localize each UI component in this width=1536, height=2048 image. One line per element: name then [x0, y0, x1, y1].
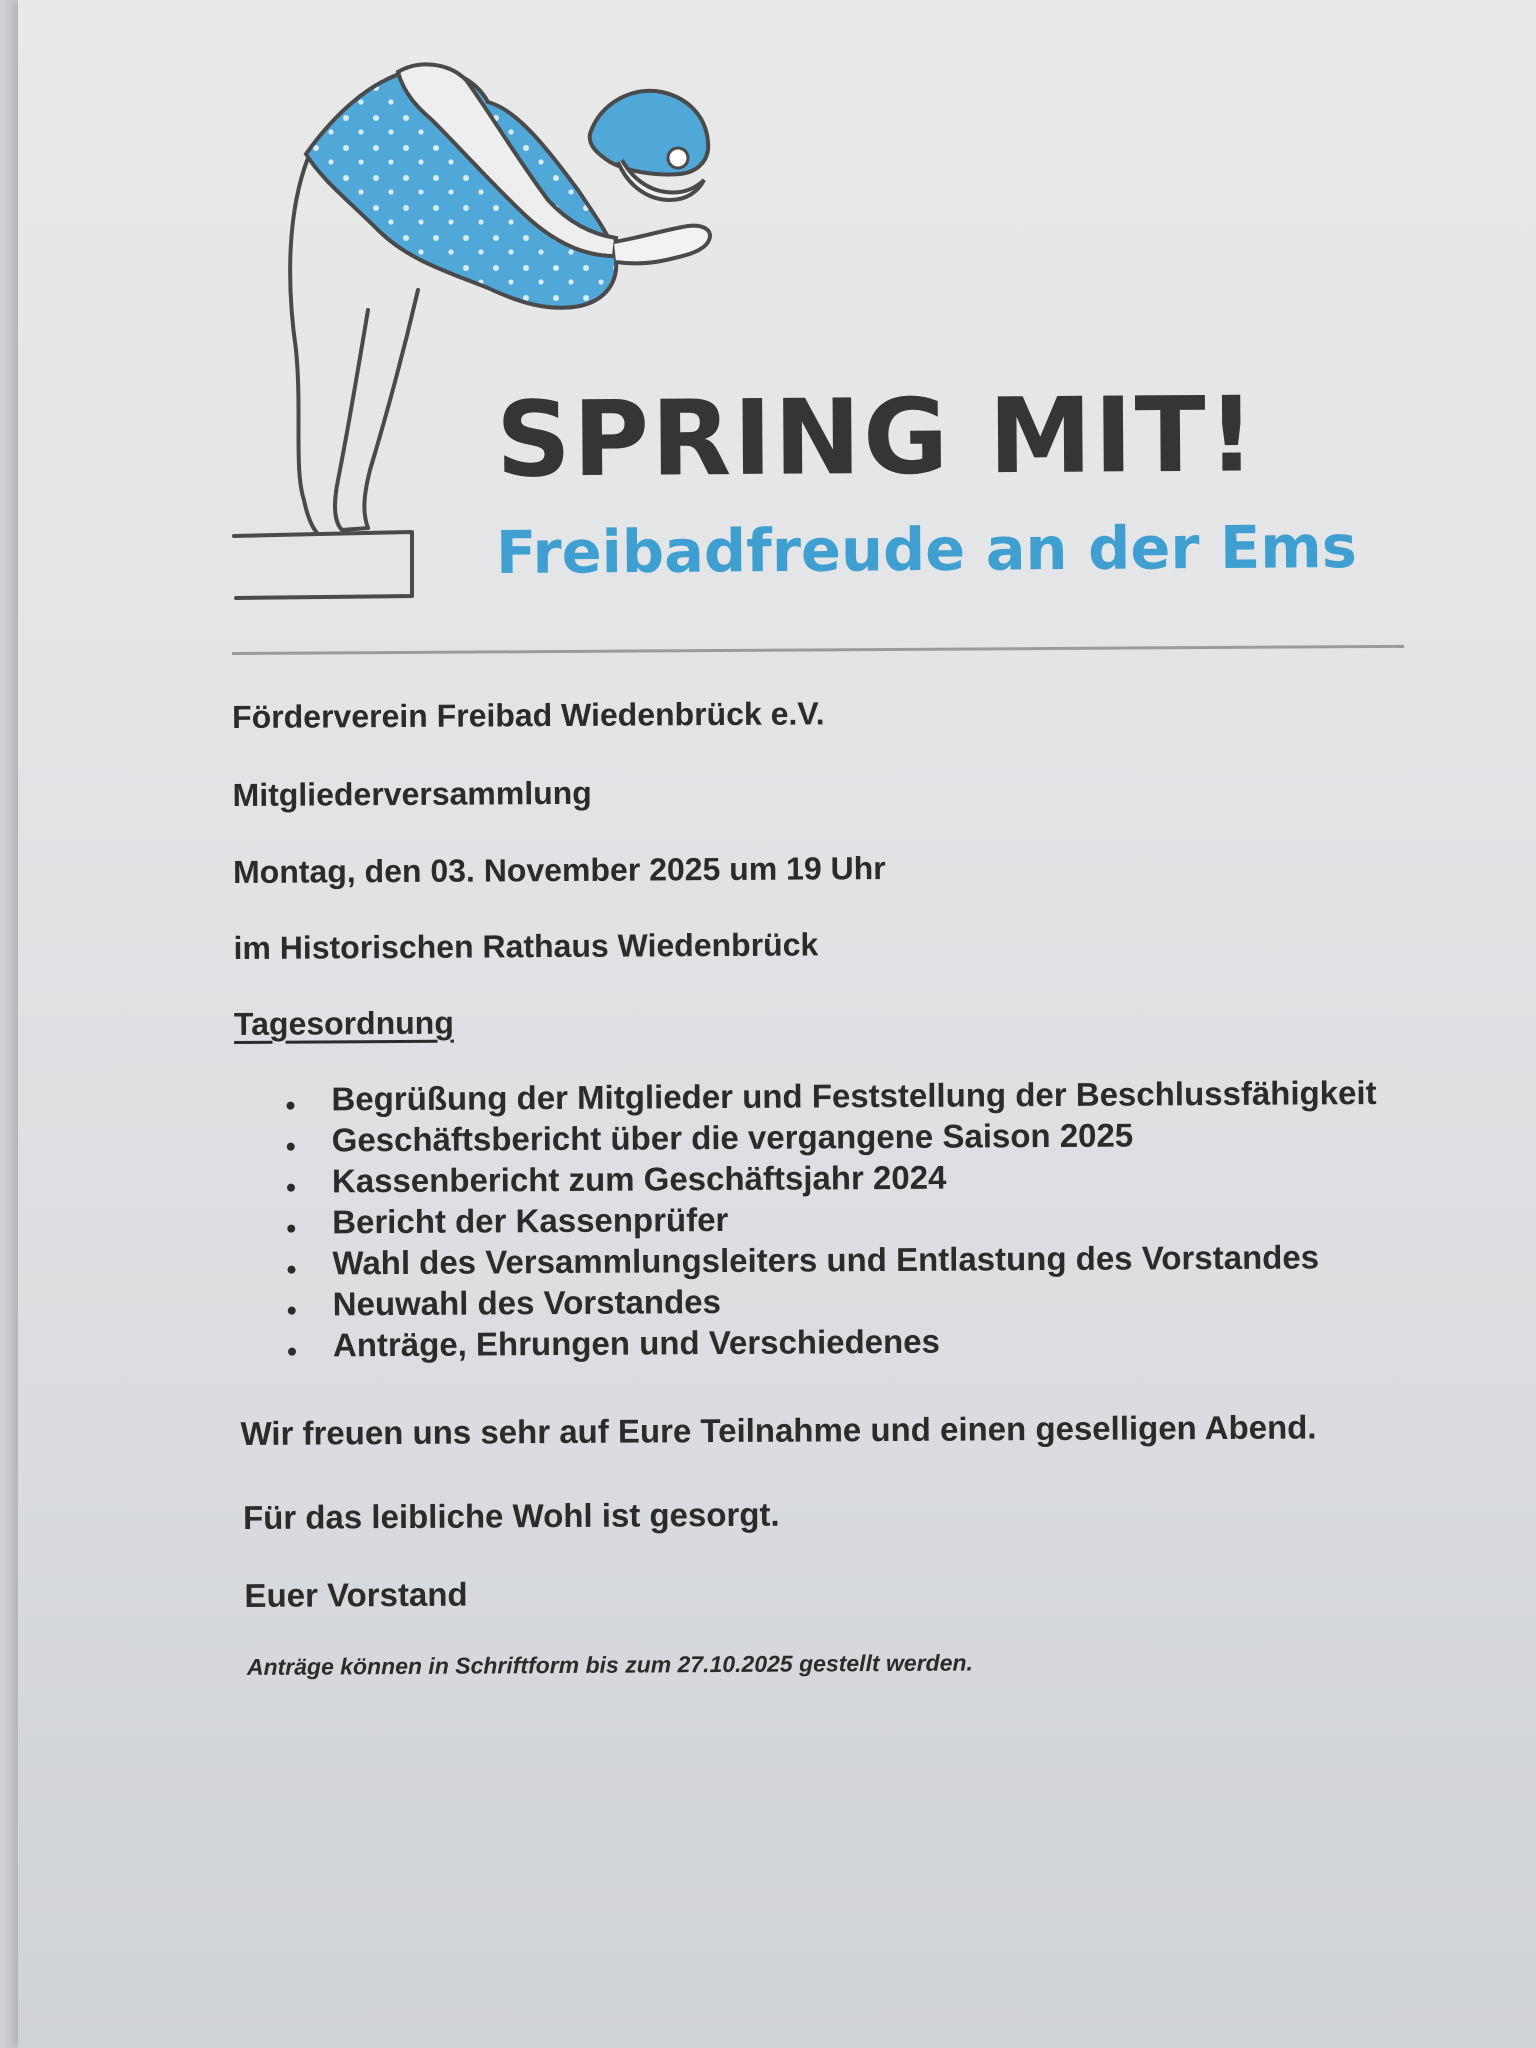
event-venue: im Historischen Rathaus Wiedenbrück	[233, 926, 819, 966]
closing-text: Wir freuen uns sehr auf Eure Teilnahme und einen geselligen Abend.	[240, 1408, 1317, 1452]
logo-title: SPRING MIT!	[495, 373, 1258, 501]
agenda-list	[234, 1072, 1416, 1366]
notice-body	[232, 691, 1418, 1682]
logo-subtitle: Freibadfreude an der Ems	[495, 511, 1358, 588]
header-divider	[232, 645, 1404, 655]
agenda-item: Wahl des Versammlungsleiters und Entlastung des Vorstandes	[235, 1236, 1415, 1284]
catering-note: Für das leibliche Wohl ist gesorgt.	[242, 1495, 780, 1536]
event-title: Mitgliederversammlung	[232, 774, 592, 813]
agenda-item: Neuwahl des Vorstandes	[236, 1277, 1416, 1325]
signature: Euer Vorstand	[244, 1575, 468, 1614]
footnote: Anträge können in Schriftform bis zum 27.10.2025 gestellt werden.	[246, 1649, 973, 1680]
paper-sheet	[18, 0, 1536, 2048]
agenda-item: Geschäftsbericht über die vergangene Saison 2025	[235, 1113, 1415, 1161]
agenda-item: Anträge, Ehrungen und Verschiedenes	[236, 1318, 1416, 1366]
agenda-item: Kassenbericht zum Geschäftsjahr 2024	[235, 1154, 1415, 1202]
organization-name: Förderverein Freibad Wiedenbrück e.V.	[232, 695, 825, 735]
event-date: Montag, den 03. November 2025 um 19 Uhr	[232, 850, 886, 890]
agenda-item: Bericht der Kassenprüfer	[235, 1195, 1415, 1243]
agenda-heading: Tagesordnung	[233, 1004, 454, 1042]
agenda-item: Begrüßung der Mitglieder und Feststellung der Beschlussfähigkeit	[234, 1072, 1414, 1120]
